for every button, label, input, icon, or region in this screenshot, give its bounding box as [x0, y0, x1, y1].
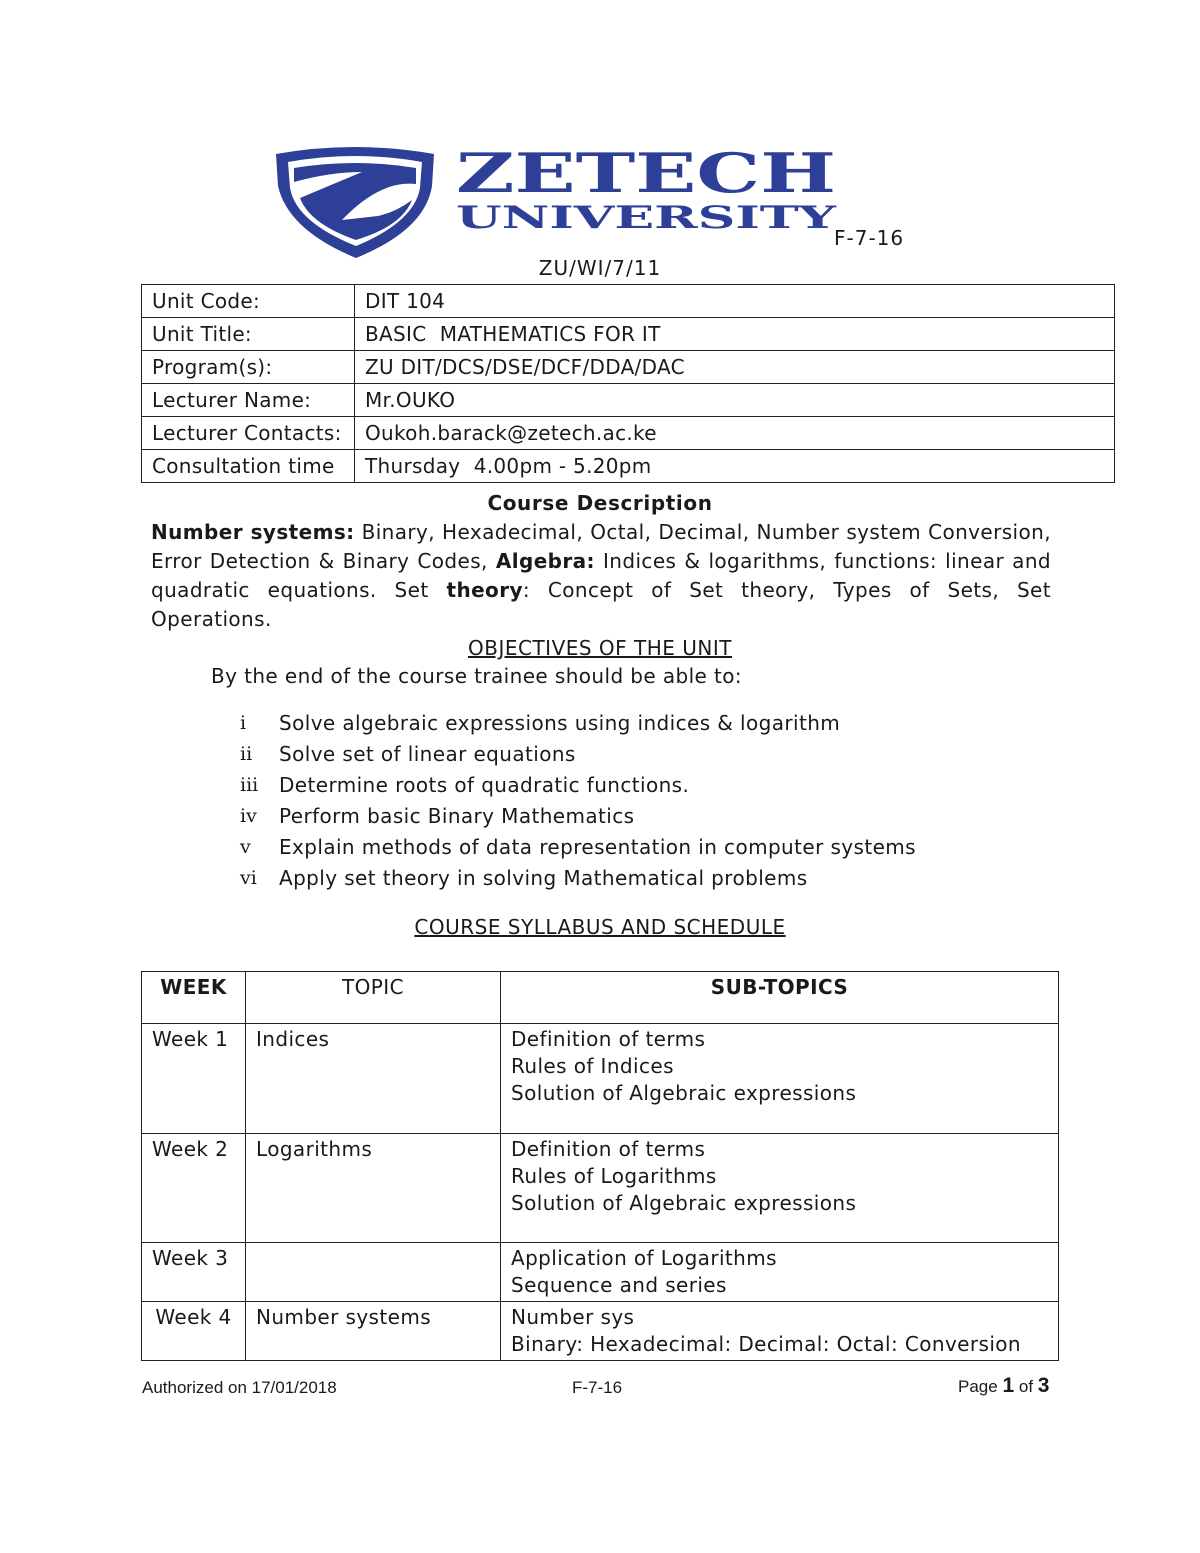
logo-word-university: UNIVERSITY — [456, 200, 838, 236]
objectives-list — [240, 708, 916, 894]
week-cell: Week 1 — [142, 1024, 246, 1134]
table-row — [142, 318, 1115, 351]
list-item — [240, 863, 916, 894]
list-text: Determine roots of quadratic functions. — [279, 773, 690, 797]
subtopic: Definition of terms — [511, 1027, 706, 1051]
topic-cell: Indices — [246, 1024, 501, 1134]
number-systems-label: Number systems: — [151, 520, 355, 544]
footer-page-number — [958, 1374, 1049, 1398]
subtopics-cell — [501, 1024, 1059, 1134]
list-item — [240, 801, 916, 832]
list-number: v — [240, 836, 251, 858]
subtopic: Rules of Indices — [511, 1054, 674, 1078]
objectives-title-text: OBJECTIVES OF THE UNIT — [467, 636, 733, 660]
table-header-row — [142, 972, 1059, 1024]
zetech-university-logo — [270, 140, 850, 260]
unit-info-table — [141, 284, 1115, 483]
list-text: Explain methods of data representation in computer systems — [279, 835, 916, 859]
syllabus-title — [0, 915, 1200, 939]
topic-cell — [246, 1243, 501, 1302]
table-row — [142, 351, 1115, 384]
table-row — [142, 1302, 1059, 1361]
lecturer-name-label: Lecturer Name: — [142, 384, 355, 417]
list-item — [240, 770, 916, 801]
list-number: iv — [240, 805, 257, 827]
week-cell: Week 2 — [142, 1134, 246, 1243]
list-number: ii — [240, 743, 253, 765]
algebra-label: Algebra: — [495, 549, 595, 573]
table-row — [142, 1024, 1059, 1134]
syllabus-title-text: COURSE SYLLABUS AND SCHEDULE — [414, 915, 786, 939]
objectives-title — [0, 636, 1200, 660]
table-row — [142, 285, 1115, 318]
subtopics-cell — [501, 1243, 1059, 1302]
programs-value: ZU DIT/DCS/DSE/DCF/DDA/DAC — [355, 351, 1115, 384]
list-item — [240, 708, 916, 739]
page-label: Page — [958, 1377, 998, 1396]
of-label: of — [1018, 1377, 1034, 1396]
list-item — [240, 832, 916, 863]
logo-word-zetech: ZETECH — [456, 141, 836, 205]
header-week: WEEK — [142, 972, 246, 1024]
page-current: 1 — [1002, 1374, 1015, 1397]
form-code: F-7-16 — [834, 226, 905, 250]
number-systems-text: Binary, Hexadecimal, Octal, Decimal, Number system Conversion, Error Detection & Binary Codes, — [151, 520, 1051, 573]
unit-title-label: Unit Title: — [142, 318, 355, 351]
course-description-text — [151, 518, 1051, 634]
subtopic: Rules of Logarithms — [511, 1164, 717, 1188]
shield-icon — [276, 147, 434, 258]
table-row — [142, 384, 1115, 417]
list-text: Solve algebraic expressions using indices & logarithm — [279, 711, 841, 735]
list-number: i — [240, 712, 247, 734]
lecturer-name-value: Mr.OUKO — [355, 384, 1115, 417]
header-subtopics: SUB-TOPICS — [501, 972, 1059, 1024]
page-total: 3 — [1037, 1374, 1050, 1397]
table-row — [142, 417, 1115, 450]
algebra-text: Indices & logarithms, functions: linear and quadratic equations. Set — [151, 549, 1051, 602]
lecturer-contacts-value: Oukoh.barack@zetech.ac.ke — [355, 417, 1115, 450]
syllabus-table — [141, 971, 1059, 1361]
subtopics-cell — [501, 1302, 1059, 1361]
course-description-title: Course Description — [487, 491, 713, 515]
header-topic: TOPIC — [246, 972, 501, 1024]
table-row — [142, 1243, 1059, 1302]
footer-code: F-7-16 — [572, 1378, 623, 1397]
week-cell: Week 3 — [142, 1243, 246, 1302]
set-theory-text: : Concept of Set theory, Types of Sets, Set Operations. — [151, 578, 1052, 631]
table-row — [142, 1134, 1059, 1243]
consultation-time-label: Consultation time — [142, 450, 355, 483]
subtopic: Sequence and series — [511, 1273, 727, 1297]
subtopic: Application of Logarithms — [511, 1246, 777, 1270]
week-cell: Week 4 — [142, 1302, 246, 1361]
programs-label: Program(s): — [142, 351, 355, 384]
unit-code-label: Unit Code: — [142, 285, 355, 318]
reference-code: ZU/WI/7/11 — [538, 256, 662, 280]
subtopic: Binary: Hexadecimal: Decimal: Octal: Conversion — [511, 1332, 1022, 1356]
subtopic: Number sys — [511, 1305, 635, 1329]
topic-cell: Number systems — [246, 1302, 501, 1361]
unit-title-value: BASIC MATHEMATICS FOR IT — [355, 318, 1115, 351]
theory-label: theory — [446, 578, 523, 602]
table-row — [142, 450, 1115, 483]
objectives-intro: By the end of the course trainee should be able to: — [211, 664, 743, 688]
list-number: vi — [240, 867, 257, 889]
topic-cell: Logarithms — [246, 1134, 501, 1243]
list-text: Apply set theory in solving Mathematical problems — [279, 866, 808, 890]
subtopic: Solution of Algebraic expressions — [511, 1081, 857, 1105]
list-text: Perform basic Binary Mathematics — [279, 804, 635, 828]
list-text: Solve set of linear equations — [279, 742, 576, 766]
footer-authorized: Authorized on 17/01/2018 — [142, 1378, 337, 1397]
unit-code-value: DIT 104 — [355, 285, 1115, 318]
list-number: iii — [240, 774, 259, 796]
subtopic: Solution of Algebraic expressions — [511, 1191, 857, 1215]
subtopics-cell — [501, 1134, 1059, 1243]
consultation-time-value: Thursday 4.00pm - 5.20pm — [355, 450, 1115, 483]
list-item — [240, 739, 916, 770]
subtopic: Definition of terms — [511, 1137, 706, 1161]
lecturer-contacts-label: Lecturer Contacts: — [142, 417, 355, 450]
